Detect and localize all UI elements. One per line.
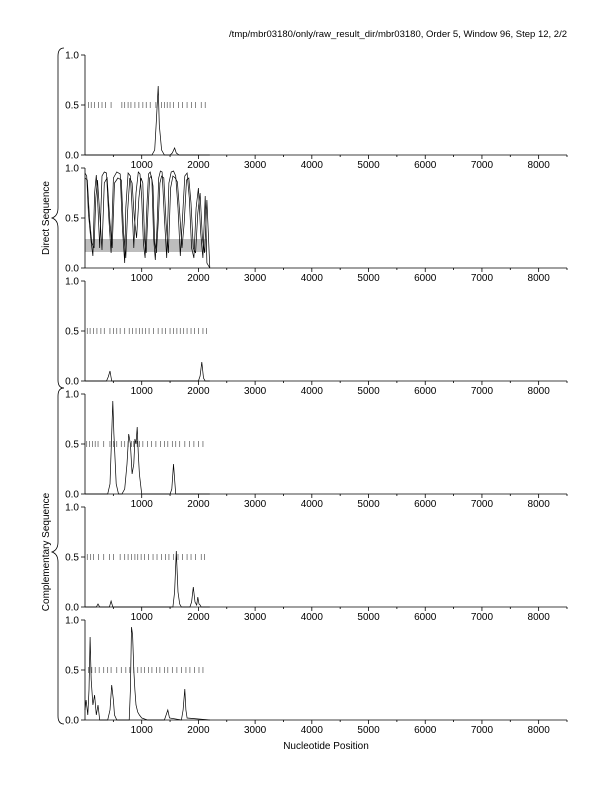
x-tick-label: 1000	[130, 612, 153, 623]
y-tick-label: 0.0	[65, 150, 79, 162]
y-tick-label: 1.0	[65, 502, 79, 514]
y-tick-label: 0.5	[65, 213, 79, 225]
x-tick-label: 2000	[187, 273, 210, 284]
series-line-1	[85, 362, 210, 381]
x-tick-label: 3000	[243, 273, 267, 284]
x-axis-label: Nucleotide Position	[283, 741, 369, 752]
y-tick-label: 0.5	[65, 326, 79, 338]
chart-panel-5	[65, 503, 567, 624]
series-line-1	[85, 86, 210, 155]
chart-panel-1	[65, 51, 567, 172]
y-tick-label: 1.0	[65, 50, 79, 62]
x-tick-label: 4000	[300, 160, 323, 171]
y-tick-label: 0.0	[65, 376, 79, 388]
x-tick-label: 2000	[187, 499, 210, 510]
x-tick-label: 2000	[187, 386, 210, 397]
x-tick-label: 8000	[527, 386, 550, 397]
direct-sequence-label: Direct Sequence	[41, 181, 52, 255]
x-tick-label: 8000	[527, 160, 550, 171]
y-tick-label: 0.0	[65, 489, 79, 501]
series-line-1	[85, 401, 210, 494]
x-tick-label: 6000	[414, 499, 437, 510]
panels-group	[65, 51, 567, 737]
x-tick-label: 7000	[470, 160, 494, 171]
series-line-1	[85, 627, 210, 720]
x-tick-label: 3000	[243, 612, 267, 623]
x-tick-label: 6000	[414, 160, 437, 171]
y-tick-label: 0.5	[65, 439, 79, 451]
chart-panel-2	[65, 164, 567, 285]
y-tick-label: 1.0	[65, 615, 79, 627]
direct-group-brace	[52, 48, 64, 388]
x-tick-label: 7000	[470, 499, 494, 510]
y-tick-label: 0.0	[65, 715, 79, 727]
chart-panel-3	[65, 277, 567, 398]
y-tick-label: 0.0	[65, 602, 79, 614]
x-tick-label: 4000	[300, 499, 323, 510]
x-tick-label: 1000	[130, 725, 153, 736]
x-tick-label: 3000	[243, 386, 267, 397]
x-tick-label: 2000	[187, 612, 210, 623]
x-tick-label: 6000	[414, 273, 437, 284]
x-tick-label: 8000	[527, 273, 550, 284]
x-tick-label: 4000	[300, 725, 323, 736]
x-tick-label: 1000	[130, 273, 153, 284]
header-title: /tmp/mbr03180/only/raw_result_dir/mbr03180, Order 5, Window 96, Step 12, 2/2	[229, 29, 567, 40]
chart-panel-6	[65, 616, 567, 737]
y-tick-label: 1.0	[65, 389, 79, 401]
x-tick-label: 6000	[414, 612, 437, 623]
x-tick-label: 7000	[470, 725, 494, 736]
x-tick-label: 3000	[243, 499, 267, 510]
chart-panel-4	[65, 390, 567, 511]
x-tick-label: 1000	[130, 499, 153, 510]
x-tick-label: 8000	[527, 499, 550, 510]
x-tick-label: 3000	[243, 725, 267, 736]
x-tick-label: 5000	[357, 499, 380, 510]
x-tick-label: 6000	[414, 386, 437, 397]
y-tick-label: 1.0	[65, 276, 79, 288]
y-tick-label: 0.5	[65, 552, 79, 564]
y-tick-label: 0.5	[65, 100, 79, 112]
x-tick-label: 2000	[187, 725, 210, 736]
x-tick-label: 2000	[187, 160, 210, 171]
x-tick-label: 7000	[470, 386, 494, 397]
x-tick-label: 5000	[357, 160, 380, 171]
x-tick-label: 5000	[357, 273, 380, 284]
x-tick-label: 1000	[130, 386, 153, 397]
y-tick-label: 0.5	[65, 665, 79, 677]
complementary-group-brace	[52, 388, 64, 724]
y-tick-label: 1.0	[65, 163, 79, 175]
complementary-sequence-label: Complementary Sequence	[41, 492, 52, 612]
x-tick-label: 7000	[470, 612, 494, 623]
x-tick-label: 3000	[243, 160, 267, 171]
x-tick-label: 6000	[414, 725, 437, 736]
x-tick-label: 8000	[527, 725, 550, 736]
x-tick-label: 8000	[527, 612, 550, 623]
x-tick-label: 5000	[357, 612, 380, 623]
x-tick-label: 4000	[300, 273, 323, 284]
x-tick-label: 7000	[470, 273, 494, 284]
x-tick-label: 4000	[300, 612, 323, 623]
x-tick-label: 5000	[357, 725, 380, 736]
x-tick-label: 5000	[357, 386, 380, 397]
x-tick-label: 4000	[300, 386, 323, 397]
y-tick-label: 0.0	[65, 263, 79, 275]
x-tick-label: 1000	[130, 160, 153, 171]
